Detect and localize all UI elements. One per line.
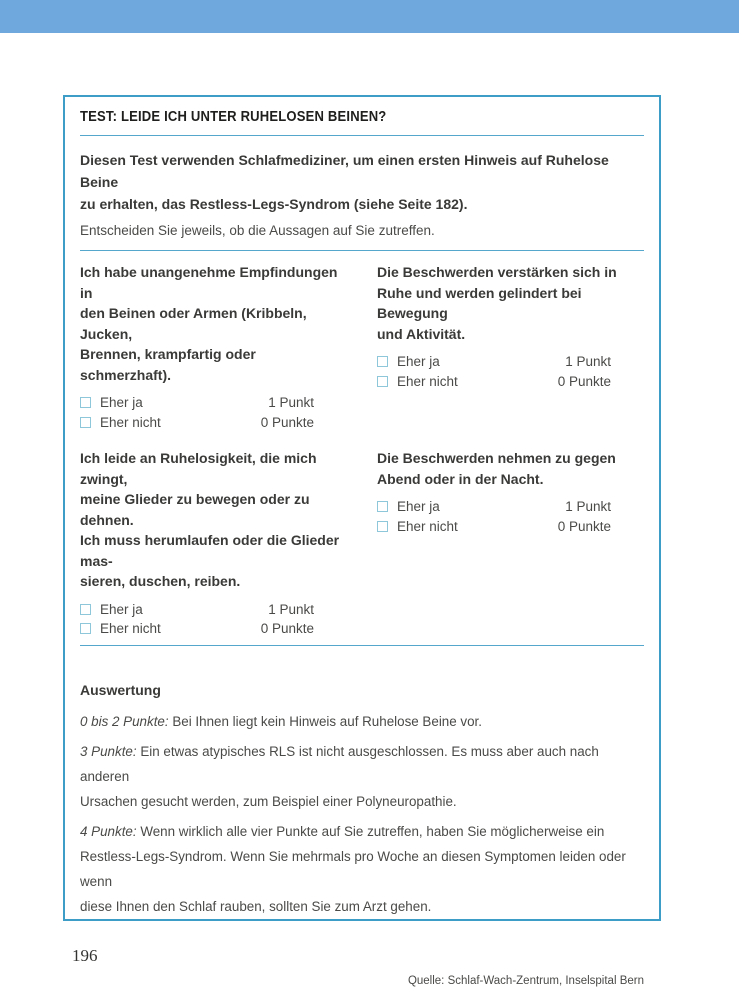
test-title-text: TEST: LEIDE ICH UNTER RUHELOSEN BEINEN?: [80, 109, 387, 125]
answer-options: [377, 352, 611, 391]
option-points: 0 Punkte: [557, 518, 611, 534]
answer-option: [80, 619, 314, 639]
question-text: Die Beschwerden nehmen zu gegen Abend oder in der Nacht.: [377, 450, 616, 487]
evaluation-points-lead: 3 Punkte:: [80, 743, 137, 759]
question-text: Die Beschwerden verstärken sich in Ruhe und werden gelindert bei Bewegung und Aktivität.: [377, 264, 617, 342]
answer-options: [80, 600, 314, 639]
checkbox-icon[interactable]: [377, 376, 388, 387]
separator-line: [80, 250, 644, 251]
evaluation-points-lead: 0 bis 2 Punkte:: [80, 713, 169, 729]
test-instruction: Entscheiden Sie jeweils, ob die Aussagen auf Sie zutreffen.: [80, 223, 435, 238]
question-text: Ich leide an Ruhelosigkeit, die mich zwingt, meine Glieder zu bewegen oder zu dehnen. Ich muss herumlaufen oder die Glieder mas- sieren, duschen, reiben.: [80, 450, 340, 589]
option-label: Eher nicht: [397, 518, 458, 534]
checkbox-icon[interactable]: [377, 356, 388, 367]
answer-options: [80, 393, 314, 432]
option-points: 0 Punkte: [260, 621, 314, 637]
checkbox-icon[interactable]: [377, 501, 388, 512]
evaluation-text: Wenn wirklich alle vier Punkte auf Sie zutreffen, haben Sie möglicherweise ein Restless-Legs-Syndrom. Wenn Sie mehrmals pro Woche an diesen Symptomen leiden oder wenn diese Ihnen den Schlaf rauben, sollten Sie zum Arzt gehen.: [80, 823, 626, 914]
option-label: Eher ja: [100, 395, 143, 411]
option-points: 1 Punkt: [565, 499, 611, 515]
separator-line: [80, 645, 644, 646]
answer-option: [377, 372, 611, 392]
answer-option: [377, 517, 611, 537]
evaluation-items: [80, 709, 644, 919]
option-label: Eher ja: [100, 601, 143, 617]
question-4: [377, 448, 644, 639]
source-credit: Quelle: Schlaf-Wach-Zentrum, Inselspital Bern: [407, 974, 644, 987]
answer-option: [80, 413, 314, 433]
answer-options: [377, 497, 611, 536]
checkbox-icon[interactable]: [377, 521, 388, 532]
checkbox-icon[interactable]: [80, 417, 91, 428]
answer-option: [80, 600, 314, 620]
answer-option: [377, 352, 611, 372]
option-label: Eher ja: [397, 354, 440, 370]
page-header-bar: [0, 0, 739, 33]
option-points: 0 Punkte: [260, 414, 314, 430]
question-2: [377, 262, 644, 432]
questions-grid: [80, 262, 644, 639]
checkbox-icon[interactable]: [80, 623, 91, 634]
evaluation-text: Ein etwas atypisches RLS ist nicht ausgeschlossen. Es muss aber auch nach anderen Ursachen gesucht werden, zum Beispiel einer Polyneuropathie.: [80, 743, 599, 809]
option-label: Eher nicht: [100, 414, 161, 430]
evaluation-item-2: [80, 739, 644, 814]
evaluation-heading: Auswertung: [80, 681, 161, 698]
checkbox-icon[interactable]: [80, 604, 91, 615]
question-3: [80, 448, 347, 639]
page-number: 196: [72, 946, 98, 965]
answer-option: [377, 497, 611, 517]
evaluation-points-lead: 4 Punkte:: [80, 823, 137, 839]
option-points: 1 Punkt: [565, 354, 611, 370]
question-text: Ich habe unangenehme Empfindungen in den Beinen oder Armen (Kribbeln, Jucken, Brennen, krampfartig oder schmerzhaft).: [80, 264, 338, 383]
option-points: 1 Punkt: [268, 601, 314, 617]
option-label: Eher ja: [397, 499, 440, 515]
test-title: [80, 109, 644, 136]
question-1: [80, 262, 347, 432]
option-label: Eher nicht: [397, 373, 458, 389]
checkbox-icon[interactable]: [80, 397, 91, 408]
answer-option: [80, 393, 314, 413]
evaluation-item-1: [80, 709, 644, 734]
test-intro: Diesen Test verwenden Schlafmediziner, um einen ersten Hinweis auf Ruhelose Beine zu erhalten, das Restless-Legs-Syndrom (siehe Seite 182).: [80, 152, 609, 212]
option-label: Eher nicht: [100, 621, 161, 637]
option-points: 1 Punkt: [268, 395, 314, 411]
option-points: 0 Punkte: [557, 373, 611, 389]
evaluation-text: Bei Ihnen liegt kein Hinweis auf Ruhelose Beine vor.: [172, 713, 482, 729]
evaluation-item-3: [80, 819, 644, 919]
